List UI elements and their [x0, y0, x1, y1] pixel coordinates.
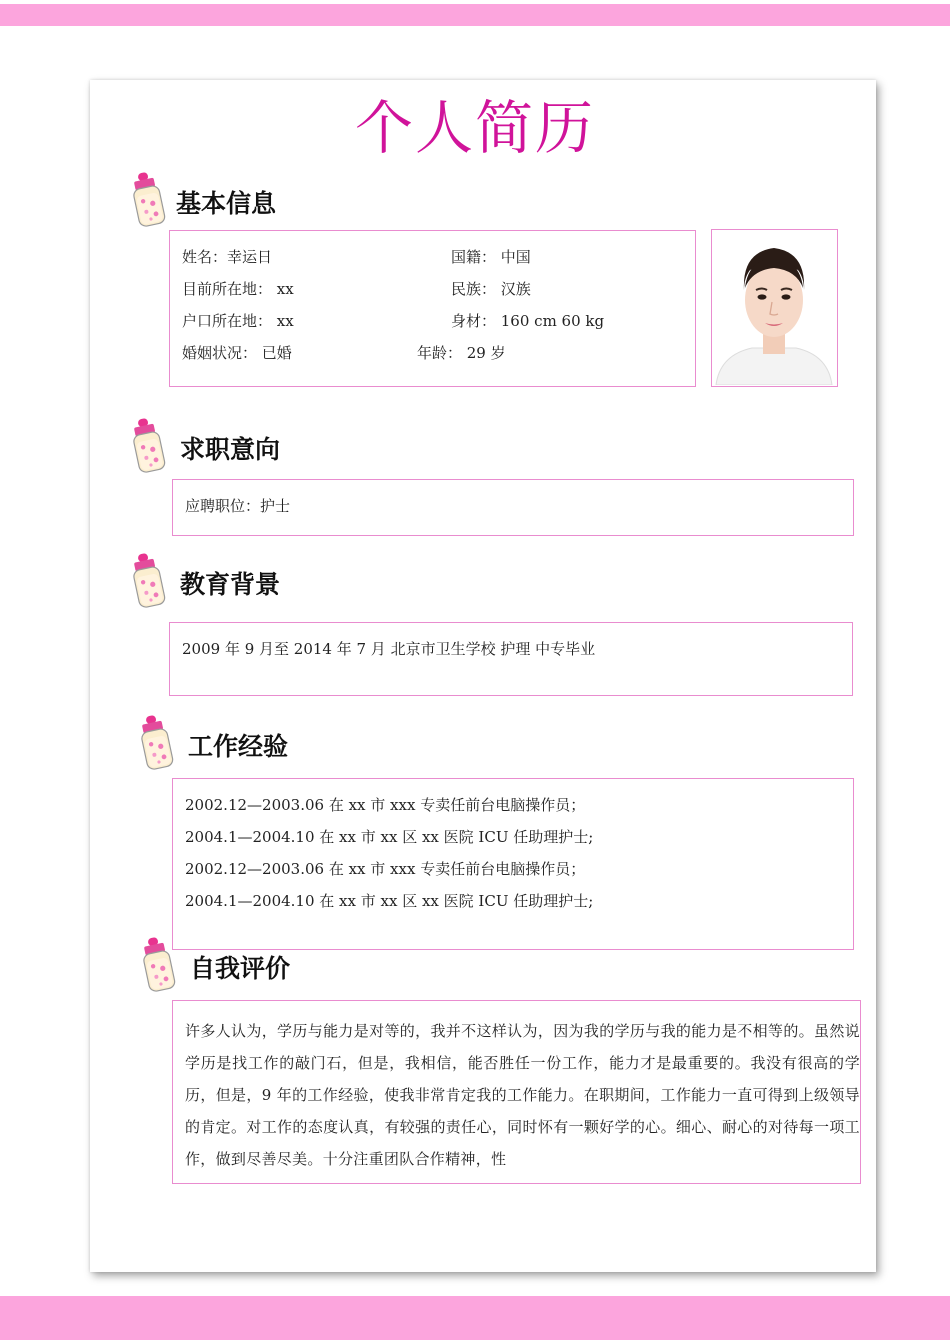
section-heading-self — [138, 935, 378, 999]
section-heading-work — [136, 713, 376, 777]
section-title: 教育背景 — [180, 570, 281, 599]
page-title: 个人简历 — [354, 94, 595, 162]
field-nationality: 国籍： 中国 — [451, 248, 531, 266]
work-item: 2004.1—2004.10 在 xx 市 xx 区 xx 医院 ICU 任助理护士; — [185, 892, 594, 910]
section-heading-education — [128, 551, 368, 615]
work-item: 2002.12—2003.06 在 xx 市 xxx 专卖任前台电脑操作员； — [185, 860, 586, 878]
work-item: 2002.12—2003.06 在 xx 市 xxx 专卖任前台电脑操作员； — [185, 796, 586, 814]
field-age: 年龄： 29 岁 — [417, 344, 506, 362]
bottom-band — [0, 1296, 950, 1340]
field-marital: 婚姻状况： 已婚 — [182, 344, 292, 362]
baby-bottle-icon — [128, 416, 170, 476]
section-heading-objective — [128, 416, 368, 480]
field-hukou: 户口所在地： xx — [182, 312, 294, 330]
section-title: 自我评价 — [190, 954, 291, 983]
basic-info-box — [169, 230, 696, 387]
top-band — [0, 4, 950, 26]
field-location: 目前所在地： xx — [182, 280, 294, 298]
field-position: 应聘职位：护士 — [185, 497, 291, 515]
self-eval-text: 许多人认为，学历与能力是对等的，我并不这样认为，因为我的学历与我的能力是不相等的。虽然说学历是找工作的敲门石，但是，我相信，能否胜任一份工作，能力才是最重要的。我没有很高的学历，但是，9 年的工作经验，使我非常肯定我的工作能力。在职期间，工作能力一直可得到上级领导的肯定。对工作的态度认真，有较强的责任心，同时怀有一颗好学的心。细心、耐心的对待每一项工作，做到尽善尽美。十分注重团队合作精神，性 — [185, 1022, 860, 1168]
portrait-image — [712, 230, 836, 385]
self-eval-box — [172, 1000, 861, 1184]
education-entry: 2009 年 9 月至 2014 年 7 月 北京市卫生学校 护理 中专毕业 — [182, 640, 596, 658]
profile-photo — [711, 229, 838, 387]
baby-bottle-icon — [128, 551, 170, 611]
objective-box — [172, 479, 854, 536]
field-ethnicity: 民族： 汉族 — [451, 280, 531, 298]
baby-bottle-icon — [128, 170, 170, 230]
field-name: 姓名：幸运日 — [182, 248, 273, 266]
baby-bottle-icon — [138, 935, 180, 995]
section-title: 基本信息 — [176, 189, 277, 218]
education-box — [169, 622, 853, 696]
work-box — [172, 778, 854, 950]
field-body: 身材： 160 cm 60 kg — [451, 312, 605, 330]
work-item: 2004.1—2004.10 在 xx 市 xx 区 xx 医院 ICU 任助理护士; — [185, 828, 594, 846]
section-title: 工作经验 — [188, 732, 289, 761]
section-heading-basic — [128, 170, 368, 234]
baby-bottle-icon — [136, 713, 178, 773]
section-title: 求职意向 — [180, 435, 281, 464]
